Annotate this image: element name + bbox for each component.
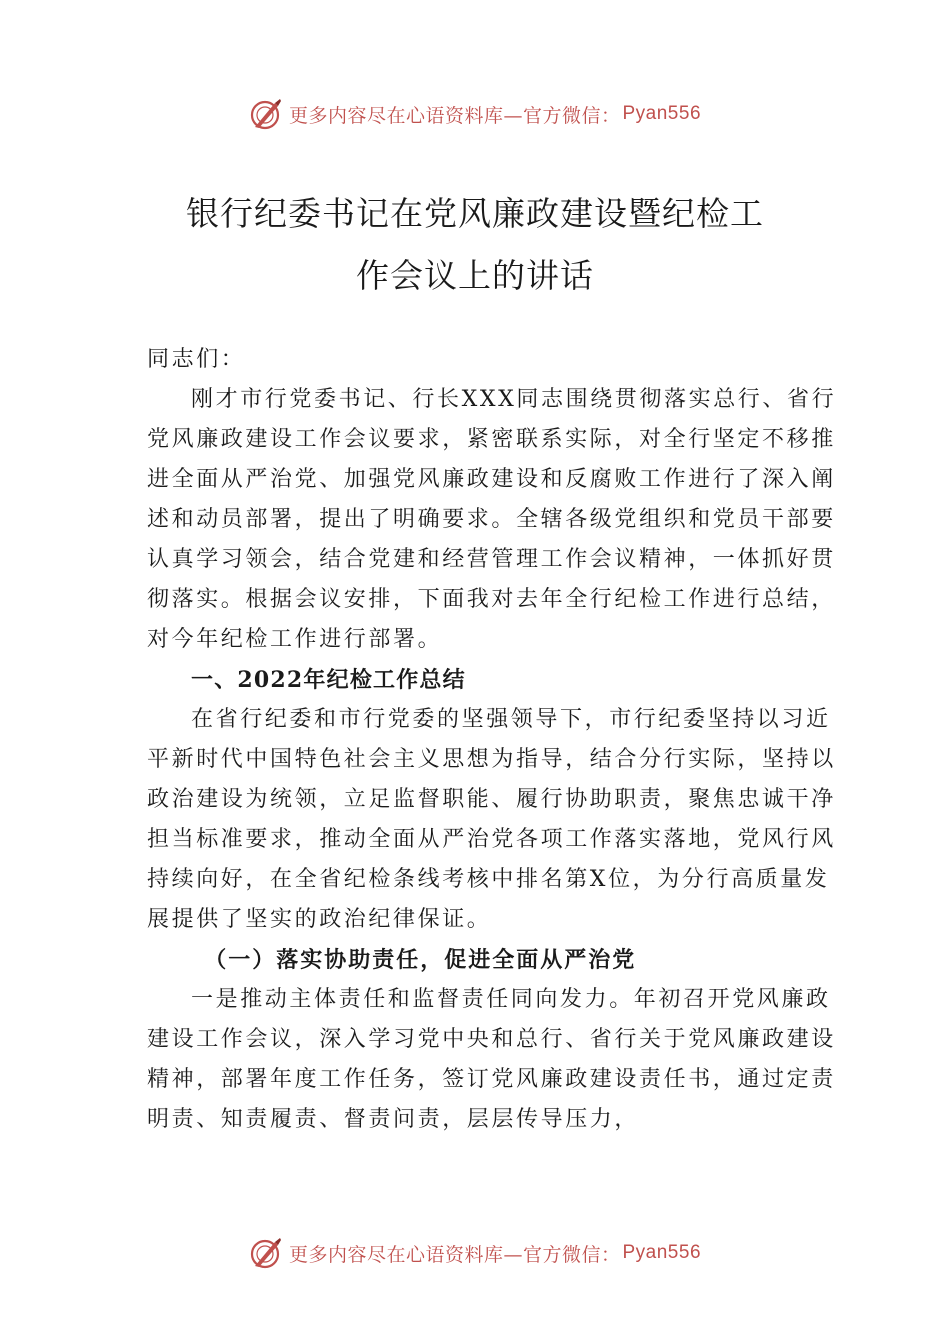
watermark-wechat-id: Pyan556 xyxy=(622,103,702,124)
document-body xyxy=(147,340,837,1140)
watermark-text: 更多内容尽在心语资料库—官方微信： xyxy=(288,1243,621,1266)
section-heading-1: 一、2022年纪检工作总结 xyxy=(191,667,466,693)
brush-logo-icon xyxy=(249,97,283,131)
watermark-wechat-id: Pyan556 xyxy=(622,1242,702,1263)
brush-logo-icon xyxy=(249,1236,283,1270)
watermark-text: 更多内容尽在心语资料库—官方微信： xyxy=(288,104,621,127)
watermark-header xyxy=(0,96,950,132)
document-title xyxy=(120,183,830,307)
subsection-heading-1: （一）落实协助责任，促进全面从严治党 xyxy=(204,947,637,973)
title-line-1: 银行纪委书记在党风廉政建设暨纪检工 xyxy=(186,194,764,233)
paragraph-subsection-1: 一是推动主体责任和监督责任同向发力。年初召开党风廉政建设工作会议，深入学习党中央和总行、省行关于党风廉政建设精神，部署年度工作任务，签订党风廉政建设责任书，通过定责明责、知责履责、督责问责，层层传导压力， xyxy=(147,987,836,1132)
watermark-footer xyxy=(0,1235,950,1271)
title-line-2: 作会议上的讲话 xyxy=(356,256,594,295)
greeting: 同志们： xyxy=(147,347,246,372)
paragraph-section-1: 在省行纪委和市行党委的坚强领导下，市行纪委坚持以习近平新时代中国特色社会主义思想为指导，结合分行实际，坚持以政治建设为统领，立足监督职能、履行协助职责，聚焦忠诚干净担当标准要求，推动全面从严治党各项工作落实落地，党风行风持续向好，在全省纪检条线考核中排名第X位，为分行高质量发展提供了坚实的政治纪律保证。 xyxy=(147,707,836,932)
paragraph-intro: 刚才市行党委书记、行长XXX同志围绕贯彻落实总行、省行党风廉政建设工作会议要求，紧密联系实际，对全行坚定不移推进全面从严治党、加强党风廉政建设和反腐败工作进行了深入阐述和动员部署，提出了明确要求。全辖各级党组织和党员干部要认真学习领会，结合党建和经营管理工作会议精神，一体抓好贯彻落实。根据会议安排，下面我对去年全行纪检工作进行总结，对今年纪检工作进行部署。 xyxy=(147,387,837,652)
